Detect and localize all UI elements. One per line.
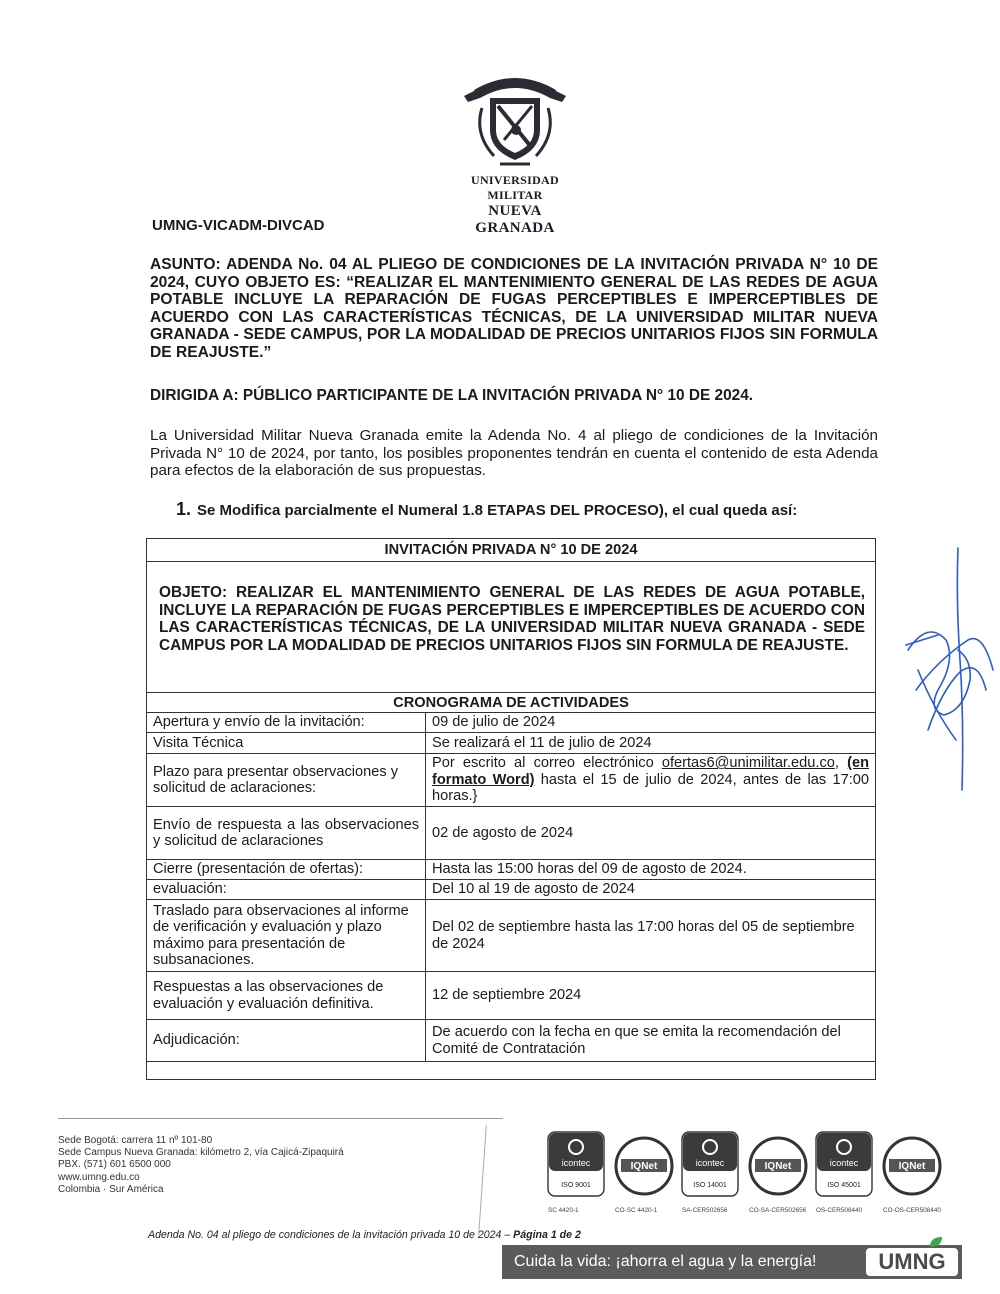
cert-brand-label: icontec xyxy=(695,1158,725,1168)
date-prefix: Por escrito al correo electrónico xyxy=(432,755,654,772)
box-objective: OBJETO: REALIZAR EL MANTENIMIENTO GENERAL DE LAS REDES DE AGUA POTABLE, INCLUYE LA REPARACIÓN DE FUGAS PERCEPTIBLES E IMPERCEPTIBLES DE ACUERDO CON LAS CARACTERÍSTICAS TÉCNICAS, DE LA UNIVERSIDAD MILITAR NUEVA GRANADA - SEDE CAMPUS POR LA MODALIDAD DE PRECIOS UNITARIOS FIJOS SIN FORMULA DE REAJUSTE. xyxy=(159,584,865,654)
footer-address xyxy=(58,1135,344,1196)
intro-paragraph: La Universidad Militar Nueva Granada emite la Adenda No. 4 al pliego de condiciones de la Invitación Privada N° 10 de 2024, por tanto, los posibles proponentes tendrán en cuenta el contenido de esta Adenda para efectos de la elaboración de sus propuestas. xyxy=(150,427,878,480)
email-link[interactable]: ofertas6@unimilitar.edu.co xyxy=(661,755,835,772)
date-cell: 12 de septiembre 2024 xyxy=(426,972,876,1020)
icontec-seal-icon xyxy=(680,1130,742,1200)
university-name-line2: NUEVA GRANADA xyxy=(475,203,555,236)
table-row xyxy=(147,972,876,1020)
certification-logo xyxy=(814,1130,876,1214)
slogan-text: Cuida la vida: ¡ahorra el agua y la energía! xyxy=(514,1253,817,1270)
cert-code: CO-SA-CER502656 xyxy=(749,1207,807,1214)
date-cell: Del 02 de septiembre hasta las 17:00 horas del 05 de septiembre de 2024 xyxy=(426,900,876,972)
schedule-table xyxy=(146,692,876,1062)
section-heading xyxy=(176,499,797,520)
cert-code: SA-CER502656 xyxy=(682,1207,728,1214)
activity-cell: Cierre (presentación de ofertas): xyxy=(147,860,426,880)
certification-logo xyxy=(747,1130,809,1214)
cert-iso-label: ISO 14001 xyxy=(693,1182,727,1189)
activity-cell: Plazo para presentar observaciones y solicitud de aclaraciones: xyxy=(147,754,426,807)
handwritten-signature xyxy=(898,540,998,800)
umng-brand-logo xyxy=(866,1248,958,1276)
date-cell: Hasta las 15:00 horas del 09 de agosto de 2024. xyxy=(426,860,876,880)
address-line: PBX. (571) 601 6500 000 xyxy=(58,1159,171,1171)
university-name-line1: UNIVERSIDAD MILITAR xyxy=(471,173,559,202)
leaf-icon xyxy=(928,1235,944,1249)
certification-logo xyxy=(881,1130,943,1214)
box-title: INVITACIÓN PRIVADA N° 10 DE 2024 xyxy=(147,542,875,562)
page-number: Página 1 de 2 xyxy=(513,1229,581,1241)
table-row xyxy=(147,754,876,807)
date-cell: 09 de julio de 2024 xyxy=(426,713,876,733)
certification-logos xyxy=(546,1130,956,1220)
cert-brand-label: icontec xyxy=(561,1158,591,1168)
cert-brand-label: icontec xyxy=(829,1158,859,1168)
footer-edge-line xyxy=(478,1125,487,1235)
document-addressee: DIRIGIDA A: PÚBLICO PARTICIPANTE DE LA INVITACIÓN PRIVADA N° 10 DE 2024. xyxy=(150,387,754,404)
cert-code: CO-SC 4420-1 xyxy=(615,1207,658,1214)
document-reference: UMNG-VICADM-DIVCAD xyxy=(152,217,325,234)
cert-code: CO-OS-CER508440 xyxy=(883,1207,941,1214)
cert-code: SC 4420-1 xyxy=(548,1207,579,1214)
cert-code: OS-CER508440 xyxy=(816,1207,863,1214)
date-suffix: hasta el 15 de julio de 2024, antes de las 17:00 horas.} xyxy=(432,771,869,805)
shield-crest-icon xyxy=(460,68,570,173)
certification-logo xyxy=(546,1130,608,1214)
address-line: Colombia · Sur América xyxy=(58,1183,164,1195)
activity-cell: evaluación: xyxy=(147,880,426,900)
iqnet-seal-icon xyxy=(881,1130,943,1200)
slogan-bar xyxy=(502,1245,962,1279)
table-row xyxy=(147,807,876,860)
icontec-seal-icon xyxy=(814,1130,876,1200)
date-cell: 02 de agosto de 2024 xyxy=(426,807,876,860)
table-row xyxy=(147,860,876,880)
university-logo xyxy=(455,68,575,237)
address-line: Sede Bogotá: carrera 11 nº 101-80 xyxy=(58,1135,213,1146)
table-row xyxy=(147,880,876,900)
cert-iso-label: ISO 9001 xyxy=(561,1182,591,1189)
table-row xyxy=(147,1020,876,1062)
activity-cell: Envío de respuesta a las observaciones y solicitud de aclaraciones xyxy=(147,807,426,860)
iqnet-seal-icon xyxy=(747,1130,809,1200)
page-note-text: Adenda No. 04 al pliego de condiciones de la invitación privada 10 de 2024 – xyxy=(148,1229,514,1241)
schedule-title: CRONOGRAMA DE ACTIVIDADES xyxy=(147,693,876,713)
date-cell: Del 10 al 19 de agosto de 2024 xyxy=(426,880,876,900)
activity-cell: Visita Técnica xyxy=(147,733,426,754)
activity-cell: Respuestas a las observaciones de evaluación y evaluación definitiva. xyxy=(147,972,426,1020)
brand-text: UMNG xyxy=(878,1249,946,1274)
activity-cell: Apertura y envío de la invitación: xyxy=(147,713,426,733)
table-row xyxy=(147,733,876,754)
table-row xyxy=(147,713,876,733)
date-cell: De acuerdo con la fecha en que se emita la recomendación del Comité de Contratación xyxy=(426,1020,876,1062)
iqnet-seal-icon xyxy=(613,1130,675,1200)
icontec-seal-icon xyxy=(546,1130,608,1200)
cert-brand-label: IQNet xyxy=(630,1161,658,1172)
word-format-note: (en formato Word) xyxy=(432,755,869,788)
date-cell: Por escrito al correo electrónico ofertas6@unimilitar.edu.co, (en formato Word) hasta el 15 de julio de 2024, antes de las 17:00 horas.} xyxy=(426,754,876,807)
activity-cell: Traslado para observaciones al informe de verificación y evaluación y plazo máximo para presentación de subsanaciones. xyxy=(147,900,426,972)
cert-brand-label: IQNet xyxy=(764,1161,792,1172)
certification-logo xyxy=(613,1130,675,1214)
cert-brand-label: IQNet xyxy=(898,1161,926,1172)
document-subject: ASUNTO: ADENDA No. 04 AL PLIEGO DE CONDICIONES DE LA INVITACIÓN PRIVADA N° 10 DE 2024, CUYO OBJETO ES: “REALIZAR EL MANTENIMIENTO GENERAL DE LAS REDES DE AGUA POTABLE INCLUYE LA REPARACIÓN DE FUGAS PERCEPTIBLES E IMPERCEPTIBLES DE ACUERDO CON LAS CARACTERÍSTICAS TÉCNICAS, DE LA UNIVERSIDAD MILITAR NUEVA GRANADA - SEDE CAMPUS, POR LA MODALIDAD DE PRECIOS UNITARIOS FIJOS SIN FORMULA DE REAJUSTE.” xyxy=(150,256,878,361)
certification-logo xyxy=(680,1130,742,1214)
footer-divider xyxy=(58,1118,503,1119)
activity-cell: Adjudicación: xyxy=(147,1020,426,1062)
section-text: Se Modifica parcialmente el Numeral 1.8 ETAPAS DEL PROCESO), el cual queda así: xyxy=(197,502,798,519)
cert-iso-label: ISO 45001 xyxy=(827,1182,861,1189)
section-number: 1. xyxy=(176,499,192,519)
page-footer-note xyxy=(148,1229,581,1241)
table-row xyxy=(147,900,876,972)
address-line: Sede Campus Nueva Granada: kilómetro 2, vía Cajicá-Zipaquirá xyxy=(58,1147,344,1159)
date-cell: Se realizará el 11 de julio de 2024 xyxy=(426,733,876,754)
website-link[interactable]: www.umng.edu.co xyxy=(58,1171,140,1183)
invitation-box xyxy=(146,538,876,1080)
